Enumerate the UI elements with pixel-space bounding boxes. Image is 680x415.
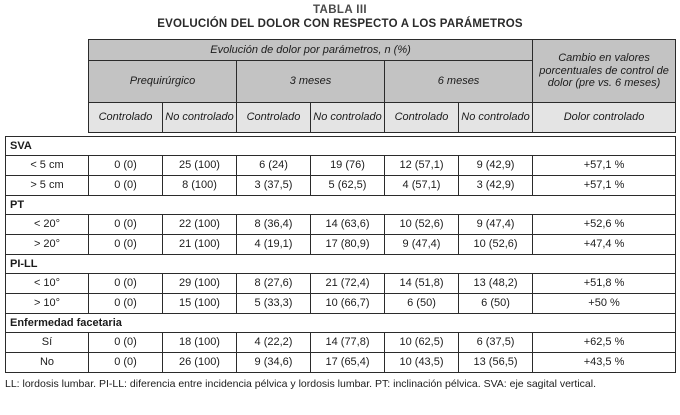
header-row-sublabels — [6, 103, 676, 133]
period-header-prequirurgico: Prequirúrgico — [89, 61, 237, 103]
data-cell: 4 (22,2) — [237, 333, 311, 353]
table-row — [6, 156, 676, 176]
data-cell: 9 (47,4) — [459, 215, 533, 235]
data-cell: 9 (47,4) — [385, 235, 459, 255]
subheader-no-controlado: No controlado — [311, 103, 385, 133]
document-title: TABLA III — [312, 4, 368, 16]
section-row-pi-ll — [6, 255, 676, 274]
data-cell: 0 (0) — [89, 274, 163, 294]
table-row — [6, 235, 676, 255]
row-label: Sí — [6, 333, 89, 353]
parameters-table — [5, 39, 676, 373]
data-cell: 12 (57,1) — [385, 156, 459, 176]
group-header: Evolución de dolor por parámetros, n (%) — [89, 40, 533, 61]
data-cell: 17 (65,4) — [311, 353, 385, 373]
data-cell: 6 (24) — [237, 156, 311, 176]
data-cell: 9 (34,6) — [237, 353, 311, 373]
data-cell: 29 (100) — [163, 274, 237, 294]
data-cell: 15 (100) — [163, 294, 237, 314]
data-cell: 6 (37,5) — [459, 333, 533, 353]
data-cell: 8 (27,6) — [237, 274, 311, 294]
data-cell: 0 (0) — [89, 156, 163, 176]
row-label: > 10° — [6, 294, 89, 314]
data-cell: 10 (43,5) — [385, 353, 459, 373]
data-cell: 9 (42,9) — [459, 156, 533, 176]
section-row-sva — [6, 137, 676, 156]
subheader-dolor-controlado: Dolor controlado — [533, 103, 676, 133]
data-cell: 5 (62,5) — [311, 176, 385, 196]
subheader-controlado: Controlado — [89, 103, 163, 133]
change-cell: +51,8 % — [533, 274, 676, 294]
section-label: PT — [6, 196, 676, 215]
data-cell: 3 (37,5) — [237, 176, 311, 196]
data-cell: 21 (100) — [163, 235, 237, 255]
subheader-controlado: Controlado — [385, 103, 459, 133]
section-row-pt — [6, 196, 676, 215]
data-cell: 17 (80,9) — [311, 235, 385, 255]
data-cell: 25 (100) — [163, 156, 237, 176]
header-row-group — [6, 40, 676, 61]
subheader-no-controlado: No controlado — [163, 103, 237, 133]
table-row — [6, 353, 676, 373]
data-cell: 6 (50) — [459, 294, 533, 314]
data-cell: 4 (57,1) — [385, 176, 459, 196]
data-cell: 10 (62,5) — [385, 333, 459, 353]
data-cell: 4 (19,1) — [237, 235, 311, 255]
row-label: < 10° — [6, 274, 89, 294]
table-row — [6, 333, 676, 353]
data-cell: 13 (56,5) — [459, 353, 533, 373]
data-cell: 3 (42,9) — [459, 176, 533, 196]
change-header: Cambio en valores porcentuales de control de dolor (pre vs. 6 meses) — [533, 40, 676, 103]
data-cell: 0 (0) — [89, 215, 163, 235]
data-cell: 0 (0) — [89, 176, 163, 196]
data-cell: 0 (0) — [89, 235, 163, 255]
document-subtitle: EVOLUCIÓN DEL DOLOR CON RESPECTO A LOS PARÁMETROS — [157, 18, 523, 30]
data-cell: 26 (100) — [163, 353, 237, 373]
data-cell: 14 (77,8) — [311, 333, 385, 353]
change-cell: +57,1 % — [533, 156, 676, 176]
table-row — [6, 176, 676, 196]
change-cell: +43,5 % — [533, 353, 676, 373]
change-cell: +47,4 % — [533, 235, 676, 255]
row-label: > 20° — [6, 235, 89, 255]
data-cell: 0 (0) — [89, 353, 163, 373]
data-cell: 8 (100) — [163, 176, 237, 196]
data-cell: 5 (33,3) — [237, 294, 311, 314]
change-cell: +62,5 % — [533, 333, 676, 353]
section-label: Enfermedad facetaria — [6, 314, 676, 333]
section-label: SVA — [6, 137, 676, 156]
data-cell: 22 (100) — [163, 215, 237, 235]
change-cell: +52,6 % — [533, 215, 676, 235]
table-row — [6, 294, 676, 314]
table-footnote: LL: lordosis lumbar. PI-LL: diferencia entre incidencia pélvica y lordosis lumbar. PT: inclinación pélvica. SVA: eje sagital vertical. — [5, 378, 597, 390]
data-cell: 18 (100) — [163, 333, 237, 353]
data-cell: 8 (36,4) — [237, 215, 311, 235]
data-cell: 21 (72,4) — [311, 274, 385, 294]
header-spacer — [6, 103, 89, 133]
data-cell: 6 (50) — [385, 294, 459, 314]
data-cell: 0 (0) — [89, 294, 163, 314]
row-label: < 20° — [6, 215, 89, 235]
row-label: < 5 cm — [6, 156, 89, 176]
change-cell: +57,1 % — [533, 176, 676, 196]
data-cell: 19 (76) — [311, 156, 385, 176]
row-label: No — [6, 353, 89, 373]
data-cell: 10 (66,7) — [311, 294, 385, 314]
change-cell: +50 % — [533, 294, 676, 314]
data-cell: 10 (52,6) — [459, 235, 533, 255]
data-cell: 13 (48,2) — [459, 274, 533, 294]
section-label: PI-LL — [6, 255, 676, 274]
table-row — [6, 274, 676, 294]
data-cell: 0 (0) — [89, 333, 163, 353]
period-header-3-meses: 3 meses — [237, 61, 385, 103]
section-row-enfermedad-facetaria — [6, 314, 676, 333]
period-header-6-meses: 6 meses — [385, 61, 533, 103]
data-cell: 14 (51,8) — [385, 274, 459, 294]
row-label: > 5 cm — [6, 176, 89, 196]
data-cell: 10 (52,6) — [385, 215, 459, 235]
header-spacer — [6, 40, 89, 61]
subheader-controlado: Controlado — [237, 103, 311, 133]
table-row — [6, 215, 676, 235]
data-cell: 14 (63,6) — [311, 215, 385, 235]
subheader-no-controlado: No controlado — [459, 103, 533, 133]
header-spacer — [6, 61, 89, 103]
